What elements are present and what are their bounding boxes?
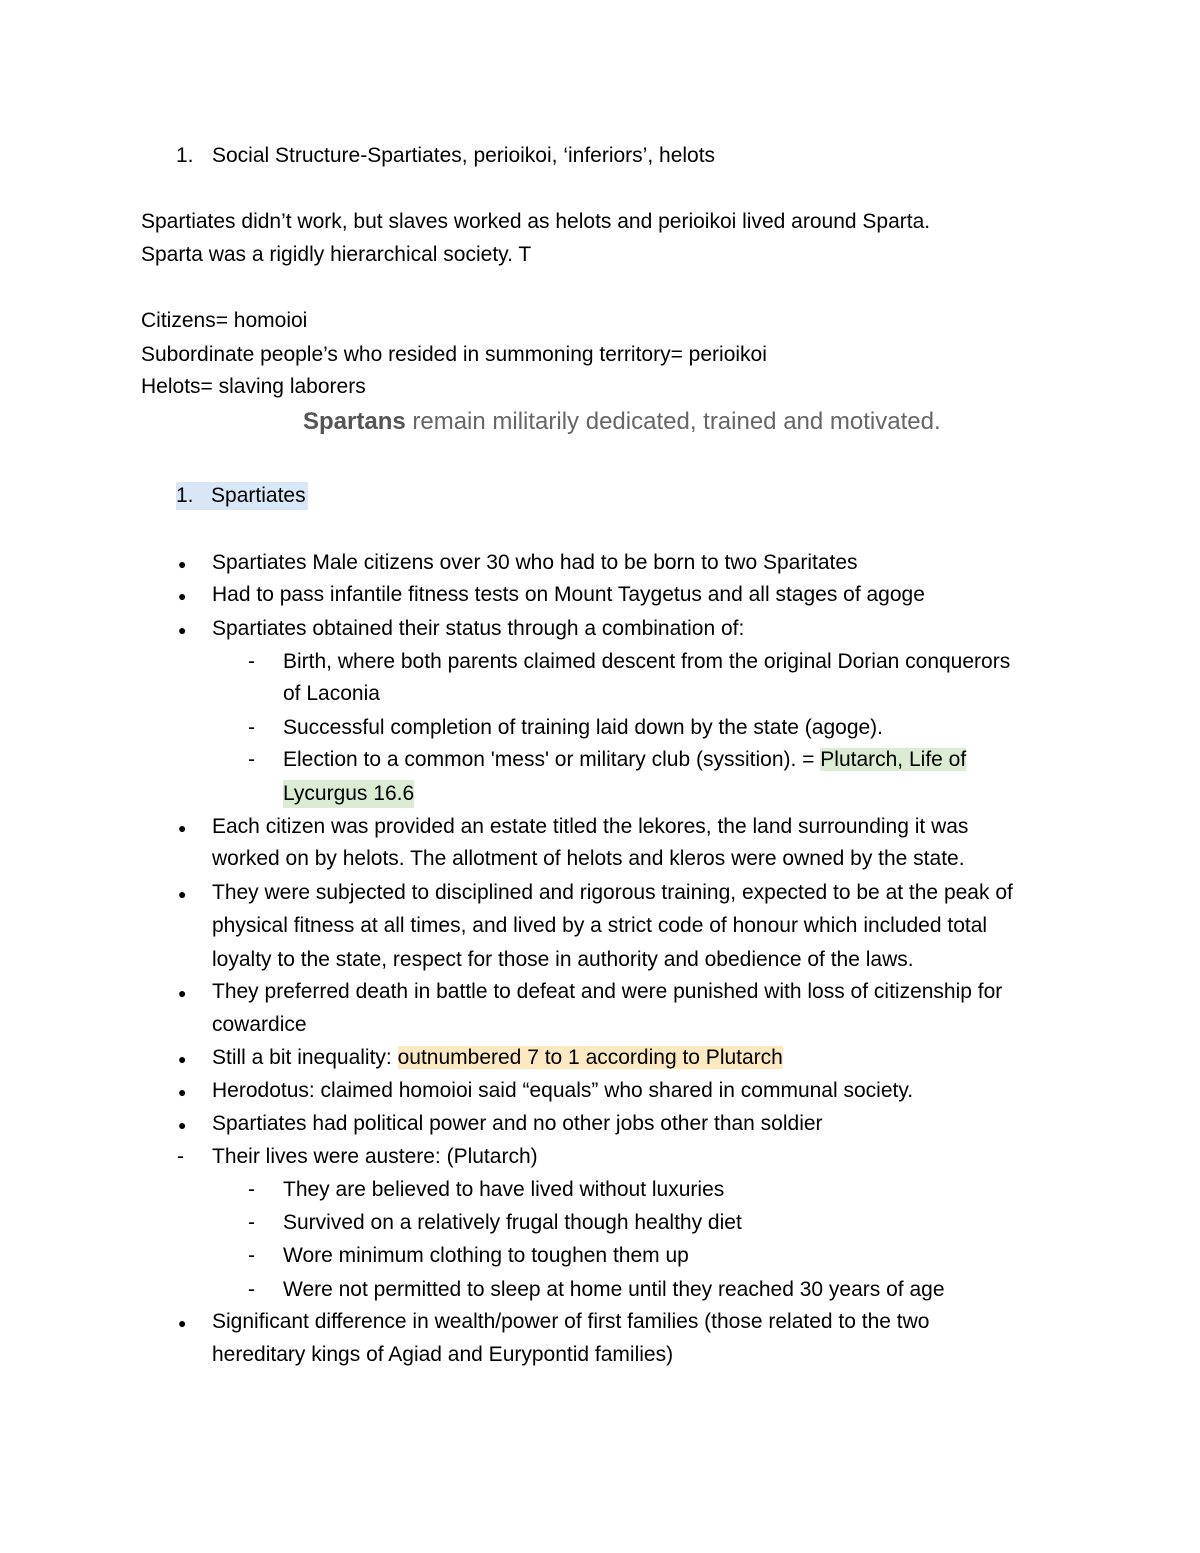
bullet-text-cont: physical fitness at all times, and lived by a strict code of honour which included total [212,914,988,937]
definition-helots: Helots= slaving laborers [141,375,366,398]
bullet-icon: ● [178,985,187,1001]
citation-highlight-cont: Lycurgus 16.6 [283,780,414,808]
sub-item-text: Survived on a relatively frugal though healthy diet [283,1211,742,1234]
bullet-text: Each citizen was provided an estate titled the lekores, the land surrounding it was [212,815,969,838]
sub-item-text-cont: of Laconia [283,682,380,705]
heading-2 [176,482,308,510]
bullet-text-cont: worked on by helots. The allotment of helots and kleros were owned by the state. [212,847,965,870]
dash-item-text: Their lives were austere: (Plutarch) [212,1145,538,1168]
bullet-icon: ● [178,588,187,604]
sub-item-text: Birth, where both parents claimed descent from the original Dorian conquerors [283,650,1011,673]
spartans-quote-bold: Spartans [303,408,406,435]
heading-2-number: 1. [176,484,194,507]
bullet-icon: ● [178,556,187,572]
sub-item-text: Were not permitted to sleep at home until they reached 30 years of age [283,1278,945,1301]
bullet-icon: ● [178,1315,187,1331]
bullet-icon: ● [178,1051,187,1067]
bullet-text-cont: cowardice [212,1013,307,1036]
bullet-text: They were subjected to disciplined and rigorous training, expected to be at the peak of [212,881,1013,904]
intro-line-2: Sparta was a rigidly hierarchical society. T [141,243,532,266]
dash-icon: - [248,1211,255,1234]
dash-icon: - [248,1278,255,1301]
spartans-quote [303,406,941,438]
definition-perioikoi: Subordinate people’s who resided in summoning territory= perioikoi [141,343,767,366]
bullet-icon: ● [178,622,187,638]
bullet-text: Spartiates Male citizens over 30 who had to be born to two Sparitates [212,551,858,574]
dash-icon: - [177,1145,184,1168]
spartans-quote-rest: remain militarily dedicated, trained and motivated. [405,408,941,435]
bullet-icon: ● [178,886,187,902]
bullet-icon: ● [178,1117,187,1133]
dash-icon: - [248,716,255,739]
dash-icon: - [248,650,255,673]
sub-item-plain: Election to a common 'mess' or military club (syssition). = [283,748,821,771]
heading-2-text: Spartiates [211,484,306,507]
bullet-text-cont: loyalty to the state, respect for those in authority and obedience of the laws. [212,948,914,971]
bullet-text: Herodotus: claimed homoioi said “equals” who shared in communal society. [212,1079,914,1102]
bullet-text: Spartiates obtained their status through a combination of: [212,617,745,640]
bullet-text: Had to pass infantile fitness tests on Mount Taygetus and all stages of agoge [212,583,925,606]
heading-1-text: Social Structure-Spartiates, perioikoi, ‘inferiors’, helots [212,144,716,167]
dash-icon: - [248,748,255,771]
bullet-icon: ● [178,1084,187,1100]
bullet-text [212,1044,783,1072]
bullet-text: Spartiates had political power and no other jobs other than soldier [212,1112,823,1135]
sub-item-text [283,746,966,774]
bullet-icon: ● [178,820,187,836]
heading-1-number: 1. [176,144,194,167]
definition-citizens: Citizens= homoioi [141,309,308,332]
bullet-text: They preferred death in battle to defeat and were punished with loss of citizenship for [212,980,1003,1003]
bullet-text: Significant difference in wealth/power of first families (those related to the two [212,1310,930,1333]
dash-icon: - [248,1244,255,1267]
bullet-text-cont: hereditary kings of Agiad and Eurypontid families) [212,1343,674,1366]
sub-item-text: Wore minimum clothing to toughen them up [283,1244,689,1267]
citation-highlight: Plutarch, Life of [820,748,967,771]
sub-item-text: Successful completion of training laid down by the state (agoge). [283,716,884,739]
sub-item-text: They are believed to have lived without luxuries [283,1178,725,1201]
intro-line-1: Spartiates didn’t work, but slaves worked as helots and perioikoi lived around Sparta. [141,210,931,233]
bullet-plain: Still a bit inequality: [212,1046,398,1069]
plutarch-highlight: outnumbered 7 to 1 according to Plutarch [397,1046,783,1069]
dash-icon: - [248,1178,255,1201]
